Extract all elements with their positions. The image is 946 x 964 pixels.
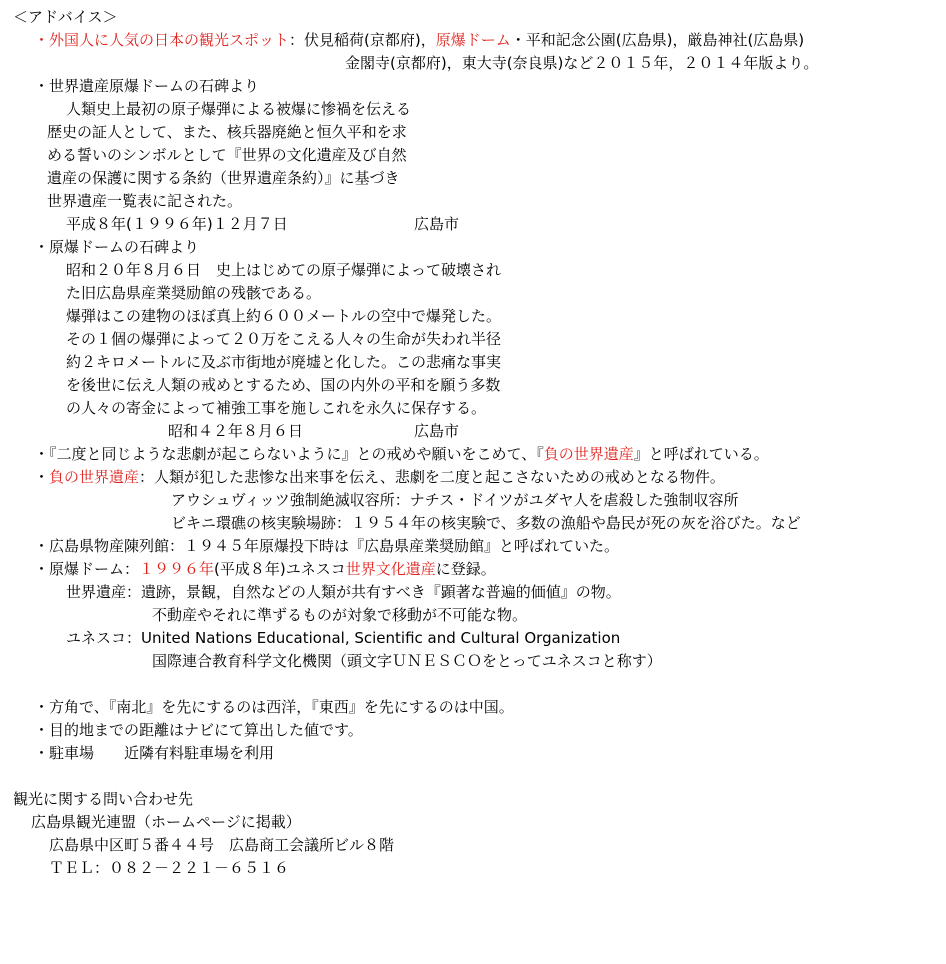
negative-def-term: 負の世界遺産 [49,468,140,486]
note-parking: ・駐車場 近隣有料駐車場を利用 [34,744,275,762]
contact-heading: 観光に関する問い合わせ先 [13,790,194,808]
heritage-stone-line: 世界遺産一覧表に記された。 [47,192,243,210]
heritage-stone-line: 歴史の証人として、また、核兵器廃絶と恒久平和を求 [47,123,407,141]
dome-reg-year: １９９６年 [139,560,215,578]
dome-reg-heritage: 世界文化遺産 [345,560,436,578]
negative-note-post: 』と呼ばれている。 [633,445,769,463]
contact-organization: 広島県観光連盟（ホームページに掲載） [31,813,301,831]
note-direction: ・方角で、『南北』を先にするのは西洋，『東西』を先にするのは中国。 [34,698,514,716]
dome-reg-mid: (平成８年)ユネスコ [214,560,346,578]
popular-spots-rest: ・平和記念公園(広島県)，厳島神社(広島県) [510,31,805,49]
heritage-stone-date: 平成８年(１９９６年)１２月７日 [66,215,288,233]
dome-stone-line: 昭和２０年８月６日 史上はじめての原子爆弾によって破壊され [66,261,502,279]
dome-stone-signer: 広島市 [414,422,460,440]
popular-spots-label: ・外国人に人気の日本の観光スポット [34,31,290,49]
dome-registration [34,558,496,581]
negative-heritage-definition [34,466,725,489]
unesco-definition: ユネスコ：United Nations Educational, Scientific and Cultural Organization [66,629,621,647]
unesco-definition-2: 国際連合教育科学文化機関（頭文字ＵＮＥＳＣＯをとってユネスコと称す） [152,652,662,670]
dome-reg-pre: ・原爆ドーム： [34,560,140,578]
advice-heading: ＜アドバイス＞ [13,8,118,26]
contact-address: 広島県中区町５番４４号 広島商工会議所ビル８階 [49,836,395,854]
world-heritage-definition-2: 不動産やそれに準ずるものが対象で移動が不可能な物。 [152,606,528,624]
contact-phone: ＴＥＬ：０８２－２２１－６５１６ [49,859,290,877]
negative-note-pre: ・『二度と同じような悲劇が起こらないように』との戒めや願いをこめて、『 [34,445,544,463]
heritage-stone-line: 遺産の保護に関する条約（世界遺産条約）』に基づき [47,169,400,187]
heritage-stone-line: 人類史上最初の原子爆弾による被爆に惨禍を伝える [66,100,412,118]
negative-def-bullet: ・ [34,468,50,486]
dome-stone-line: の人々の寄金によって補強工事を施しこれを永久に保存する。 [66,399,487,417]
negative-heritage-note [34,443,769,466]
note-distance: ・目的地までの距離はナビにて算出した値です。 [34,721,363,739]
dome-stone-line: その１個の爆弾によって２０万をこえる人々の生命が失われ半径 [66,330,502,348]
exhibition-hall-note: ・広島県物産陳列館：１９４５年原爆投下時は『広島県産業奨励館』と呼ばれていた。 [34,537,620,555]
world-heritage-definition: 世界遺産：遺跡，景観，自然などの人類が共有すべき『顕著な普遍的価値』の物。 [66,583,621,601]
popular-spots-sep: ：伏見稲荷(京都府)， [289,31,436,49]
popular-spots-line2: 金閣寺(京都府)，東大寺(奈良県)など２０１５年，２０１４年版より。 [345,54,819,72]
dome-stone-line: 爆弾はこの建物のほぼ真上約６００メートルの空中で爆発した。 [66,307,502,325]
negative-def-desc: ：人類が犯した悲惨な出来事を伝え、悲劇を二度と起こさないための戒めとなる物件。 [139,468,725,486]
negative-example-bikini: ビキニ環礁の核実験場跡：１９５４年の核実験で、多数の漁船や島民が死の灰を浴びた。など [171,514,801,532]
dome-reg-post: に登録。 [435,560,496,578]
popular-spots-line [34,29,804,52]
heritage-stone-heading: ・世界遺産原爆ドームの石碑より [34,77,260,95]
negative-example-auschwitz: アウシュヴィッツ強制絶滅収容所：ナチス・ドイツがユダヤ人を虐殺した強制収容所 [171,491,739,509]
popular-spots-dome: 原爆ドーム [435,31,511,49]
dome-stone-line: を後世に伝え人類の戒めとするため、国の内外の平和を願う多数 [66,376,501,394]
negative-note-term: 負の世界遺産 [543,445,634,463]
dome-stone-heading: ・原爆ドームの石碑より [34,238,200,256]
dome-stone-date: 昭和４２年８月６日 [168,422,304,440]
heritage-stone-signer: 広島市 [414,215,460,233]
dome-stone-line: た旧広島県産業奨励館の残骸である。 [66,284,322,302]
heritage-stone-line: める誓いのシンボルとして『世界の文化遺産及び自然 [47,146,407,164]
dome-stone-line: 約２キロメートルに及ぶ市街地が廃墟と化した。この悲痛な事実 [66,353,502,371]
